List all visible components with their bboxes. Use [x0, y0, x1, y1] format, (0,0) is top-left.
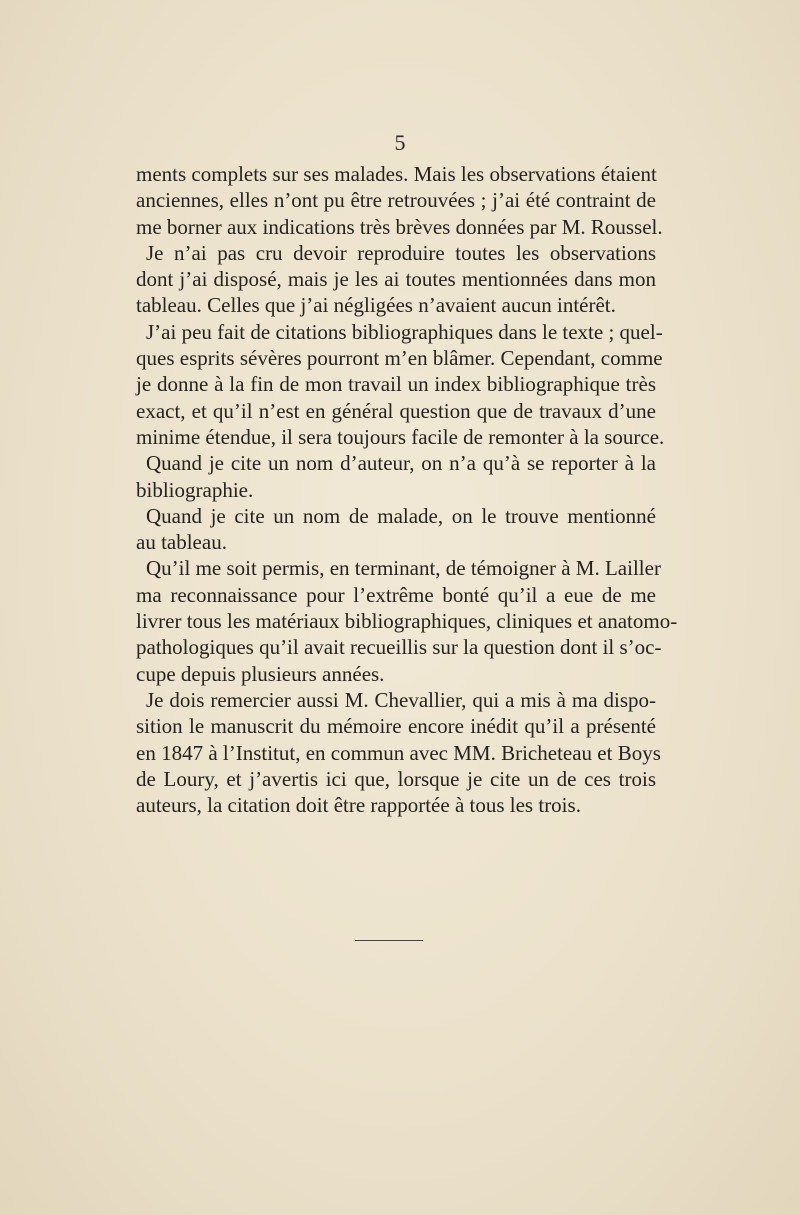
text-line: Je dois remercier aussi M. Chevallier, qui a mis à ma dispo-: [146, 687, 656, 712]
text-line: me borner aux indications très brèves données par M. Roussel.: [136, 214, 663, 239]
text-line: cupe depuis plusieurs années.: [136, 661, 385, 686]
text-line: pathologiques qu’il avait recueillis sur la question dont il s’oc-: [136, 635, 662, 660]
text-line: dont j’ai disposé, mais je les ai toutes mentionnées dans mon: [136, 267, 656, 292]
text-line: Qu’il me soit permis, en terminant, de témoigner à M. Lailler: [146, 556, 661, 581]
text-line: en 1847 à l’Institut, en commun avec MM. Bricheteau et Boys: [136, 740, 661, 765]
text-line: ma reconnaissance pour l’extrême bonté qu’il a eue de me: [136, 582, 656, 607]
text-line: sition le manuscrit du mémoire encore inédit qu’il a présenté: [136, 714, 656, 739]
page-number: 5: [394, 130, 406, 155]
end-rule: [355, 940, 423, 941]
text-line: J’ai peu fait de citations bibliographiques dans le texte ; quel-: [146, 319, 663, 344]
text-line: ments complets sur ses malades. Mais les observations étaient: [136, 162, 657, 186]
body-text: [136, 161, 678, 818]
text-line: de Loury, et j’avertis ici que, lorsque je cite un de ces trois: [136, 766, 656, 791]
paragraph: [136, 161, 663, 240]
text-line: je donne à la fin de mon travail un index bibliographique très: [136, 372, 656, 397]
paragraph: [136, 555, 678, 686]
text-line: Quand je cite un nom d’auteur, on n’a qu’à se reporter à la: [146, 451, 656, 476]
text-line: tableau. Celles que j’ai négligées n’avaient aucun intérêt.: [136, 293, 616, 318]
text-line: Je n’ai pas cru devoir reproduire toutes les observations: [146, 240, 656, 265]
text-line: livrer tous les matériaux bibliographiques, cliniques et anatomo-: [136, 609, 678, 634]
paragraph: [136, 687, 661, 818]
text-line: minime étendue, il sera toujours facile de remonter à la source.: [136, 424, 665, 449]
paragraph: [136, 503, 656, 556]
text-line: au tableau.: [136, 530, 227, 555]
paragraph: [136, 240, 656, 319]
paragraph: [136, 319, 665, 450]
text-line: auteurs, la citation doit être rapportée à tous les trois.: [136, 793, 581, 818]
text-line: ques esprits sévères pourront m’en blâmer. Cependant, comme: [136, 346, 663, 371]
text-line: exact, et qu’il n’est en général question que de travaux d’une: [136, 398, 656, 423]
text-line: Quand je cite un nom de malade, on le trouve mentionné: [146, 503, 656, 528]
text-line: anciennes, elles n’ont pu être retrouvées ; j’ai été contraint de: [136, 188, 656, 213]
text-line: bibliographie.: [136, 477, 254, 502]
paragraph: [136, 450, 656, 503]
